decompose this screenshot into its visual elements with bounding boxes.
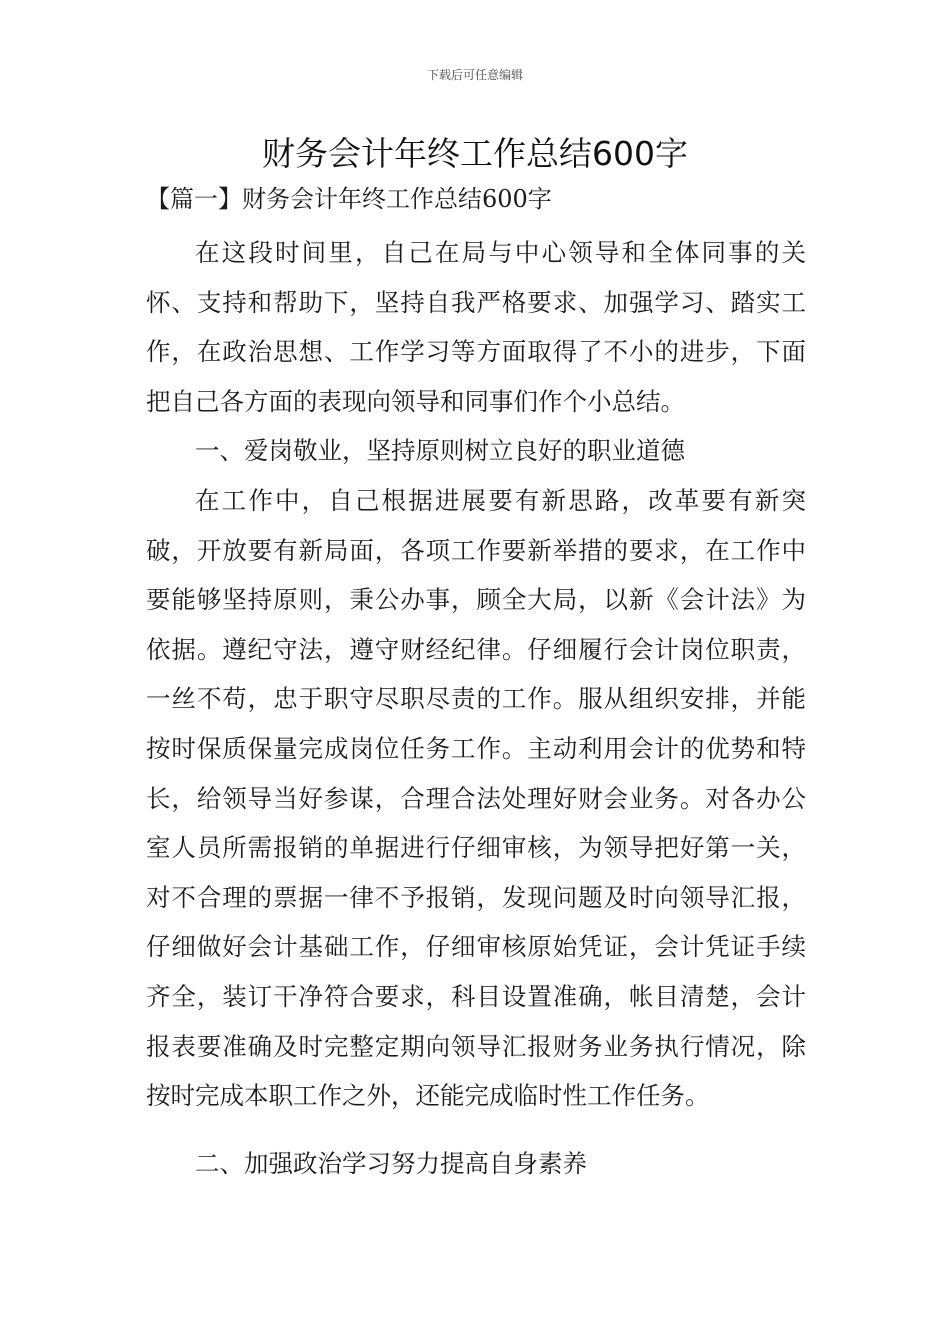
section-subtitle: 【篇一】财务会计年终工作总结600字 <box>146 185 552 213</box>
paragraph-work: 在工作中，自己根据进展要有新思路，改革要有新突破，开放要有新局面，各项工作要新举措的要求，在工作中要能够坚持原则，秉公办事，顾全大局，以新《会计法》为依据。遵纪守法，遵守财经纪律。仔细履行会计岗位职责，一丝不苟，忠于职守尽职尽责的工作。服从组织安排，并能按时保质保量完成岗位任务工作。主动利用会计的优势和特长，给领导当好参谋，合理合法处理好财会业务。对各办公室人员所需报销的单据进行仔细审核，为领导把好第一关，对不合理的票据一律不予报销，发现问题及时向领导汇报，仔细做好会计基础工作，仔细审核原始凭证，会计凭证手续齐全，装订干净符合要求，科目设置准确，帐目清楚，会计报表要准确及时完整定期向领导汇报财务业务执行情况，除按时完成本职工作之外，还能完成临时性工作任务。 <box>146 485 806 1111</box>
document-title: 财务会计年终工作总结600字 <box>262 134 688 173</box>
section-heading-2: 二、加强政治学习努力提高自身素养 <box>195 1148 587 1178</box>
header-note: 下载后可任意编辑 <box>426 68 523 82</box>
document-body <box>146 228 806 1188</box>
paragraph-intro: 在这段时间里，自己在局与中心领导和全体同事的关怀、支持和帮助下，坚持自我严格要求、加强学习、踏实工作，在政治思想、工作学习等方面取得了不小的进步，下面把自己各方面的表现向领导和同事们作个小总结。 <box>146 238 806 416</box>
section-heading-1: 一、爱岗敬业，坚持原则树立良好的职业道德 <box>195 436 685 466</box>
